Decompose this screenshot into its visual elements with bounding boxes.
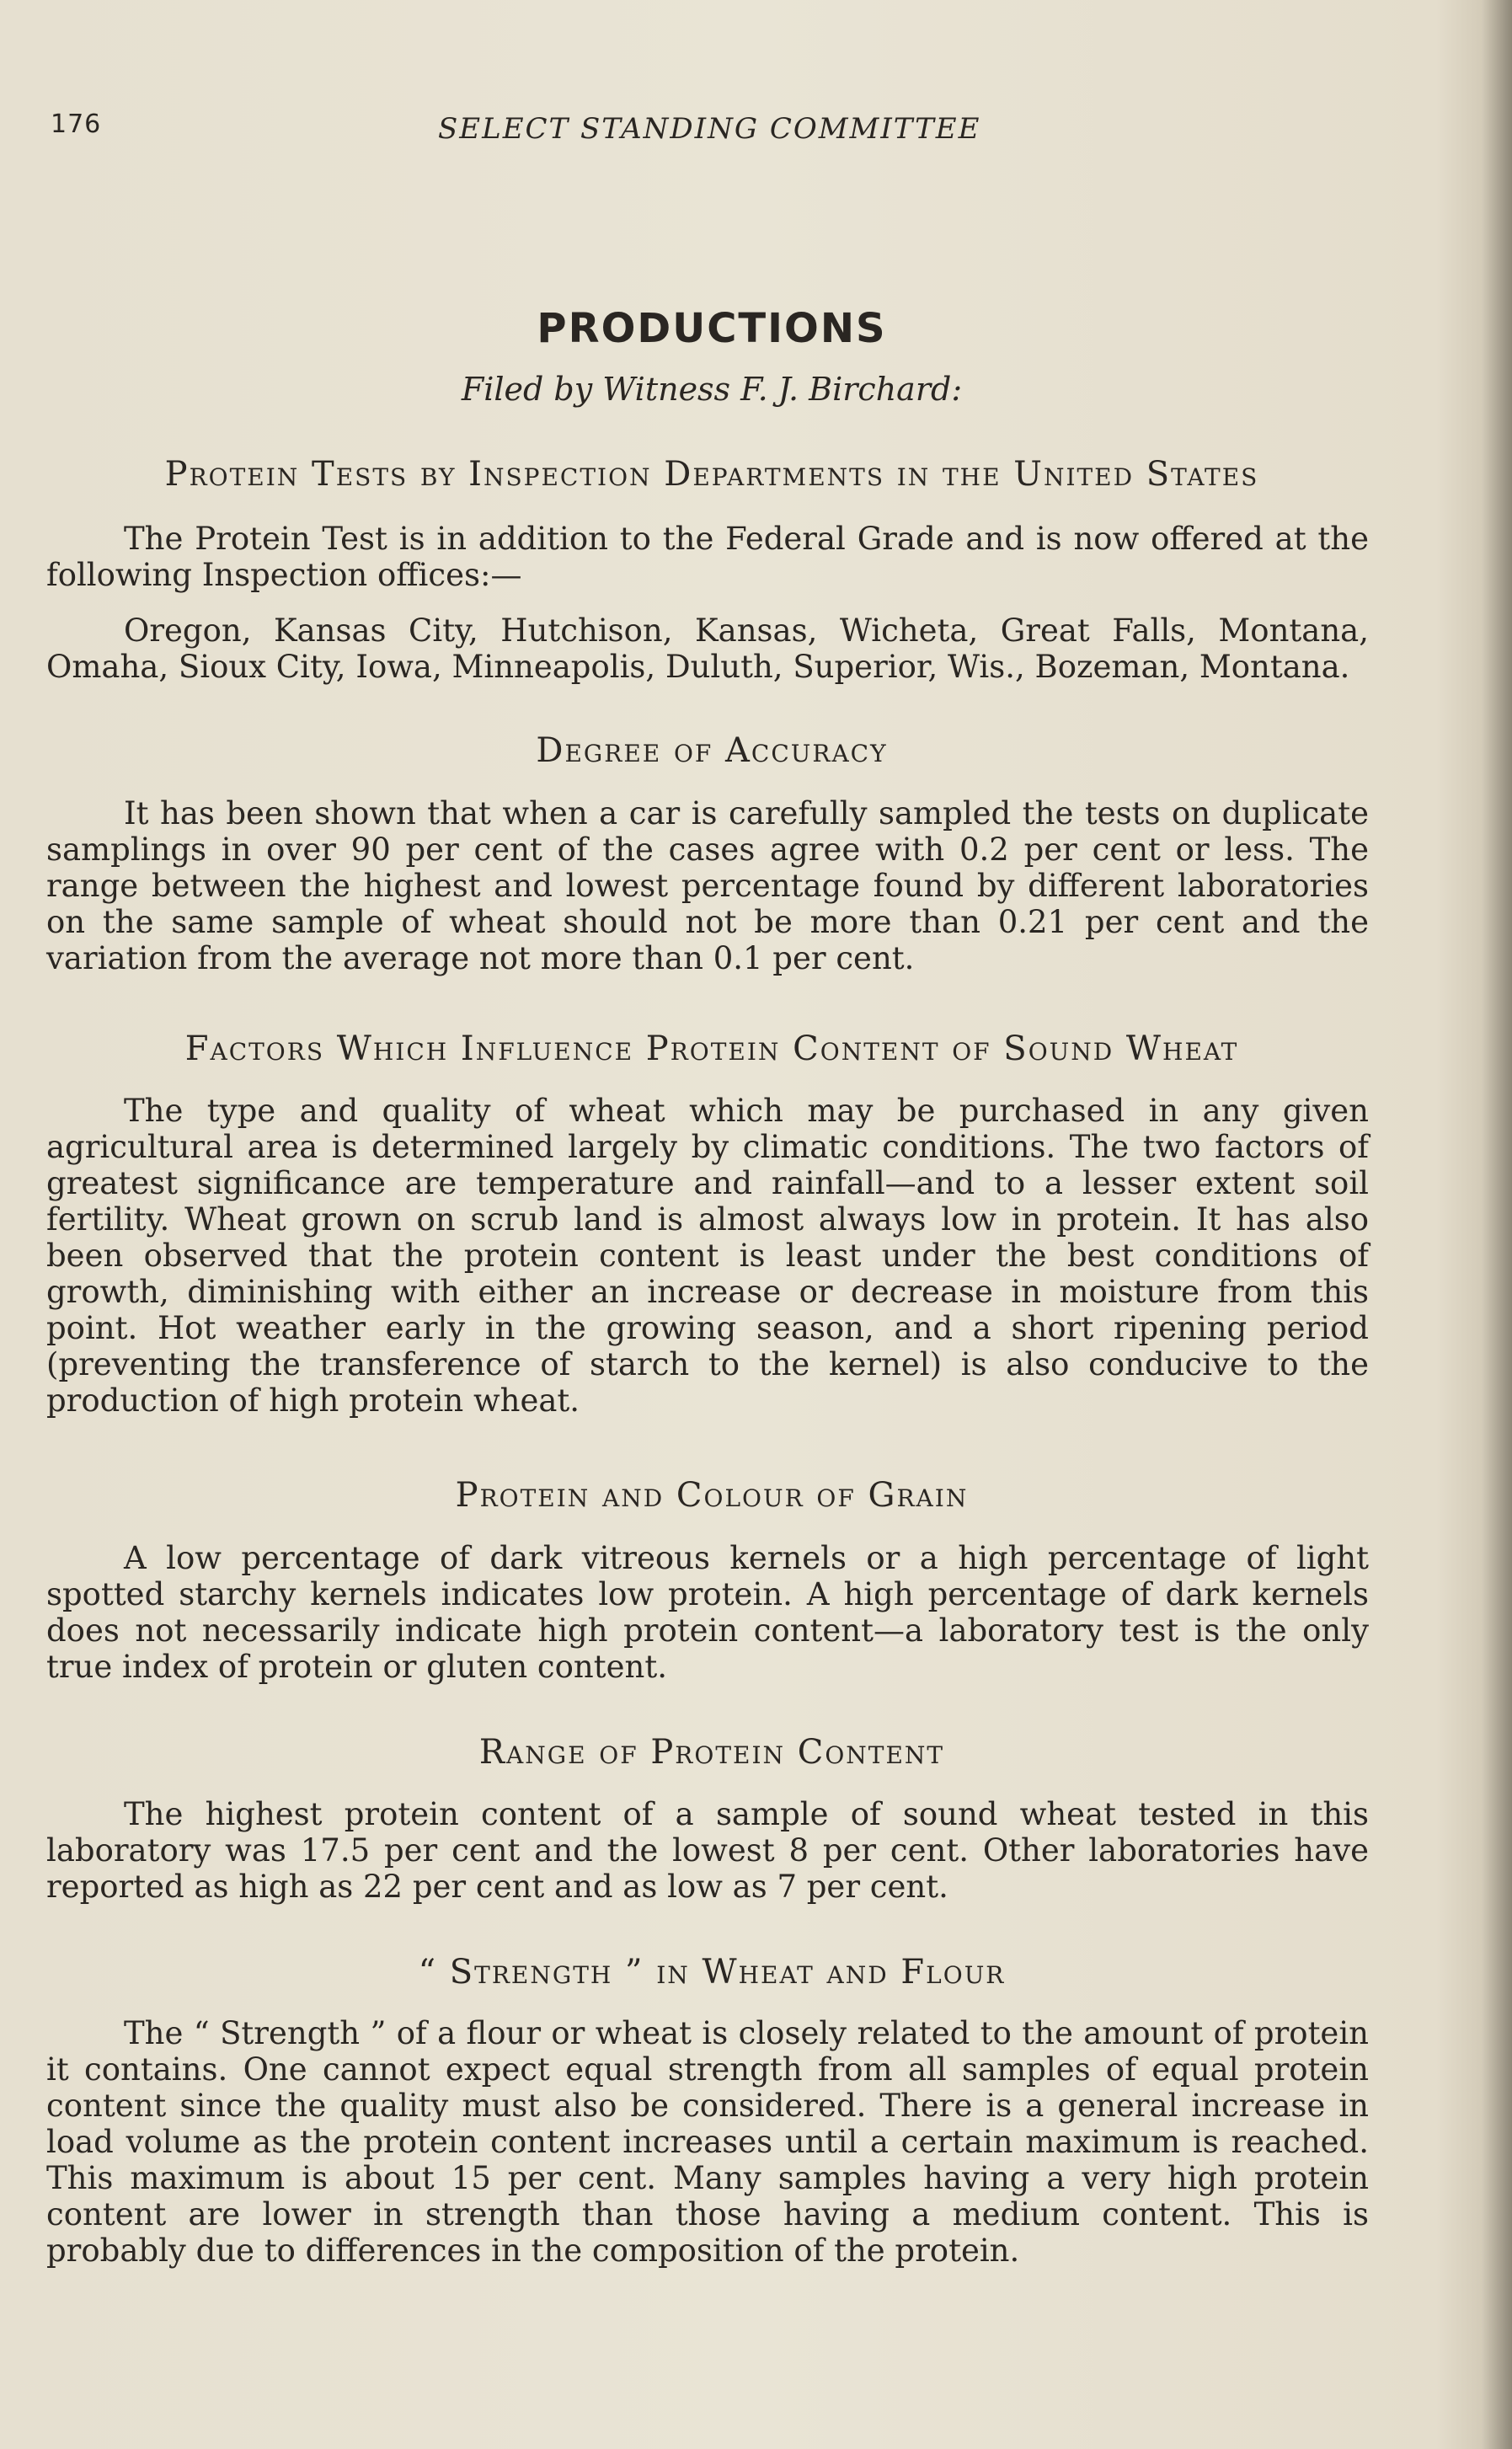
paragraph-protein-and-colour: A low percentage of dark vitreous kernels or a high percentage of light spotted starchy kernels indicates low protein. A high percentage of dark kernels does not necessarily indicate high protein content—a laboratory test is the only true index of protein or gluten content. <box>46 1540 1369 1685</box>
subtitle: Filed by Witness F. J. Birchard: <box>461 371 963 408</box>
running-head: SELECT STANDING COMMITTEE <box>438 112 981 146</box>
paragraph-degree-of-accuracy: It has been shown that when a car is carefully sampled the tests on duplicate samplings in over 90 per cent of the cases agree with 0.2 per cent or less. The range between the highest and lowest percentage found by different laboratories on the same sample of wheat should not be more than 0.21 per cent and the variation from the average not more than 0.1 per cent. <box>46 795 1369 976</box>
paragraph-factors: The type and quality of wheat which may be purchased in any given agricultural area is determined largely by climatic conditions. The two factors of greatest significance are temperature and rainfall—and to a lesser extent soil fertility. Wheat grown on scrub land is almost always low in protein. It has also been observed that the protein content is least under the best conditions of growth, diminishing with either an increase or decrease in moisture from this point. Hot weather early in the growing season, and a short ripening period (preventing the transference of starch to the kernel) is also conducive to the production of high protein wheat. <box>46 1093 1369 1419</box>
paragraph-inspection-office-list: Oregon, Kansas City, Hutchison, Kansas, Wicheta, Great Falls, Montana, Omaha, Sioux City, Iowa, Minneapolis, Duluth, Superior, Wis., Bozeman, Montana. <box>46 612 1369 685</box>
section-heading-range-of-protein: Range of Protein Content <box>478 1733 945 1772</box>
section-heading-protein-and-colour: Protein and Colour of Grain <box>455 1476 969 1515</box>
paragraph-protein-test-offices-intro: The Protein Test is in addition to the Federal Grade and is now offered at the following Inspection offices:— <box>46 521 1369 593</box>
section-heading-degree-of-accuracy: Degree of Accuracy <box>536 731 888 770</box>
paragraph-range-of-protein: The highest protein content of a sample of sound wheat tested in this laboratory was 17.5 per cent and the lowest 8 per cent. Other laboratories have reported as high as 22 per cent and as low as 7 per cent. <box>46 1796 1369 1905</box>
section-heading-factors: Factors Which Influence Protein Content of Sound Wheat <box>184 1029 1239 1068</box>
paragraph-strength: The “ Strength ” of a flour or wheat is closely related to the amount of protein it contains. One cannot expect equal strength from all samples of equal protein content since the quality must also be considered. There is a general increase in load volume as the protein content increases until a certain maximum is reached. This maximum is about 15 per cent. Many samples having a very high protein content are lower in strength than those having a medium content. This is probably due to differences in the composition of the protein. <box>46 2015 1369 2269</box>
section-heading-protein-tests: Protein Tests by Inspection Departments in the United States <box>164 455 1259 494</box>
page-title: PRODUCTIONS <box>537 305 887 352</box>
page-number: 176 <box>51 110 102 139</box>
section-heading-strength: “ Strength ” in Wheat and Flour <box>418 1953 1006 1992</box>
